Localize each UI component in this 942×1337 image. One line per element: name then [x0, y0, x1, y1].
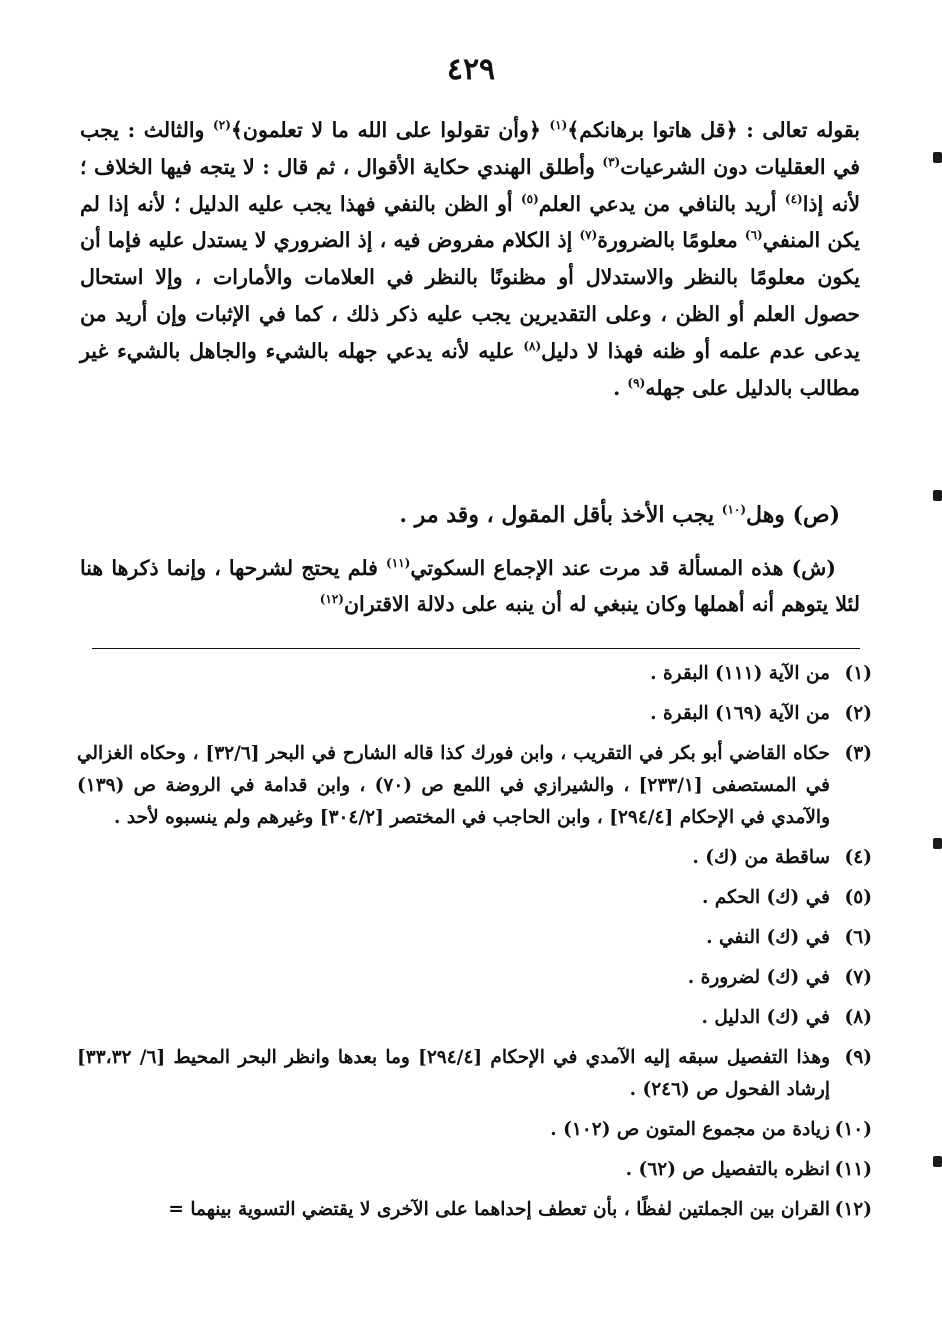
footnote-ref[interactable]: (٣): [602, 154, 621, 169]
footnote-text: وهذا التفصيل سبقه إليه الآمدي في الإحكام [٢٩٤/٤] وما بعدها وانظر البحر المحيط [٦/ ٣٣،٣٢] إرشاد الفحول ص (٢٤٦) .: [77, 1047, 831, 1100]
footnote-text: من الآية (١٦٩) البقرة .: [650, 703, 830, 724]
commentary-text-segment: (ش) هذه المسألة قد مرت عند الإجماع السكوتي: [410, 556, 836, 580]
statement-text: يجب الأخذ بأقل المقول ، وقد مر .: [399, 502, 722, 528]
footnote-ref[interactable]: (٢): [213, 118, 231, 133]
footnote-item: [77, 1042, 872, 1106]
statement-heading: [80, 496, 840, 534]
footnote-item: [77, 738, 872, 834]
footnote-item: [77, 1154, 872, 1186]
footnote-ref[interactable]: (٤): [784, 191, 803, 206]
scan-edge-mark: [933, 1156, 942, 1167]
footnote-number: (٩): [844, 1047, 873, 1068]
body-text-segment: عليه لأنه يدعي جهله بالشيء والجاهل بالشيء غير مطالب بالدليل على جهله: [80, 338, 860, 400]
footnote-text: زيادة من مجموع المتون ص (١٠٢) .: [550, 1119, 830, 1140]
footnote-number: (١٢): [834, 1199, 872, 1220]
footnote-ref[interactable]: (١٢): [319, 592, 344, 607]
body-text-segment: .: [613, 375, 628, 400]
footnote-text: القران بين الجملتين لفظًا ، بأن تعطف إحداهما على الآخرى لا يقتضي التسوية بينهما =: [168, 1199, 830, 1220]
footnote-item: [77, 962, 872, 994]
footnote-number: (٢): [844, 703, 872, 724]
body-paragraph: [80, 112, 860, 406]
commentary-paragraph: [80, 550, 860, 622]
footnote-ref[interactable]: (١١): [386, 556, 411, 571]
footnote-ref[interactable]: (٧): [579, 228, 598, 243]
footnote-number: (٣): [844, 743, 872, 764]
footnote-ref[interactable]: (٥): [520, 191, 539, 206]
body-text-segment: أريد بالنافي من يدعي العلم: [538, 191, 785, 216]
footnote-number: (٦): [844, 927, 872, 948]
footnote-item: [77, 842, 872, 874]
footnote-number: (٥): [844, 887, 872, 908]
footnote-ref[interactable]: (١): [549, 118, 568, 133]
footnote-number: (٤): [844, 847, 872, 868]
commentary-text: [80, 550, 860, 622]
scan-edge-mark: [933, 838, 942, 849]
footnote-text: ساقطة من (ك) .: [692, 847, 830, 868]
footnote-text: في (ك) الحكم .: [701, 887, 830, 908]
footnote-number: (١١): [834, 1159, 872, 1180]
body-text-segment: إذ الكلام مفروض فيه ، إذ الضروري لا يستدل عليه فإما أن يكون معلومًا بالنظر والاستدلال أو مظنونًا بالنظر في العلامات والأمارات ، وإلا استحال حصول العلم أو الظن ، وعلى التقديرين يجب عليه ذكر ذلك ، كما في الإثبات وإن أريد من يدعى عدم علمه أو ظنه فهذا لا دليل: [80, 228, 860, 363]
footnote-ref[interactable]: (٨): [523, 338, 542, 353]
footnotes-list: [77, 658, 872, 1234]
footnote-ref[interactable]: (١٠): [721, 502, 747, 517]
footnote-number: (٧): [844, 967, 872, 988]
body-text-segment: معلومًا بالضرورة: [597, 228, 745, 253]
statement-text: (ص) وهل: [746, 502, 840, 528]
footnote-ref[interactable]: (٦): [744, 228, 763, 243]
footnote-text: حكاه القاضي أبو بكر في التقريب ، وابن فورك كذا قاله الشارح في البحر [٣٢/٦] ، وحكاه الغزالي في المستصفى [٢٣٣/١] ، والشيرازي في اللمع ص (٧٠) ، وابن قدامة في الروضة ص (١٣٩) والآمدي في الإحكام [٢٩٤/٤] ، وابن الحاجب في المختصر [٣٠٤/٢] وغيرهم ولم ينسبوه لأحد .: [77, 743, 830, 828]
footnote-item: [77, 1002, 872, 1034]
scan-edge-mark: [933, 490, 942, 501]
footnote-item: [77, 658, 872, 690]
body-text-segment: ﴿وأن تقولوا على الله ما لا تعلمون﴾: [230, 118, 550, 142]
body-text-segment: أو الظن بالنفي فهذا يجب عليه الدليل ؛ لأنه إذا لم يكن المنفي: [80, 191, 860, 253]
footnote-item: [77, 882, 872, 914]
footnote-item: [77, 698, 872, 730]
footnote-item: [77, 1114, 872, 1146]
page-number: ٤٢٩: [446, 52, 496, 87]
footnote-text: من الآية (١١١) البقرة .: [650, 663, 830, 684]
footnote-number: (١٠): [834, 1119, 872, 1140]
body-text-segment: والثالث : يجب في العقليات دون الشرعيات: [80, 118, 860, 179]
commentary-text-segment: فلم يحتج لشرحها ، وإنما ذكرها هنا لئلا يتوهم أنه أهملها وكان ينبغي له أن ينبه على دلالة الاقتران: [80, 556, 860, 616]
scan-edge-mark: [933, 152, 942, 163]
footnote-number: (١): [844, 663, 872, 684]
main-body-text: [80, 112, 860, 406]
footnote-number: (٨): [844, 1007, 872, 1028]
footnote-item: [77, 922, 872, 954]
footnote-ref[interactable]: (٩): [627, 375, 646, 390]
footnote-item: [77, 1194, 872, 1226]
footnote-divider: [92, 648, 860, 649]
footnote-text: في (ك) الدليل .: [701, 1007, 830, 1028]
body-text-segment: بقوله تعالى : ﴿قل هاتوا برهانكم﴾: [567, 118, 861, 142]
footnote-text: انظره بالتفصيل ص (٦٢) .: [625, 1159, 830, 1180]
body-text-segment: وأطلق الهندي حكاية الأقوال ، ثم قال : لا يتجه فيها الخلاف ؛ لأنه إذا: [80, 154, 861, 216]
footnote-text: في (ك) النفي .: [706, 927, 830, 948]
footnote-text: في (ك) لضرورة .: [687, 967, 830, 988]
